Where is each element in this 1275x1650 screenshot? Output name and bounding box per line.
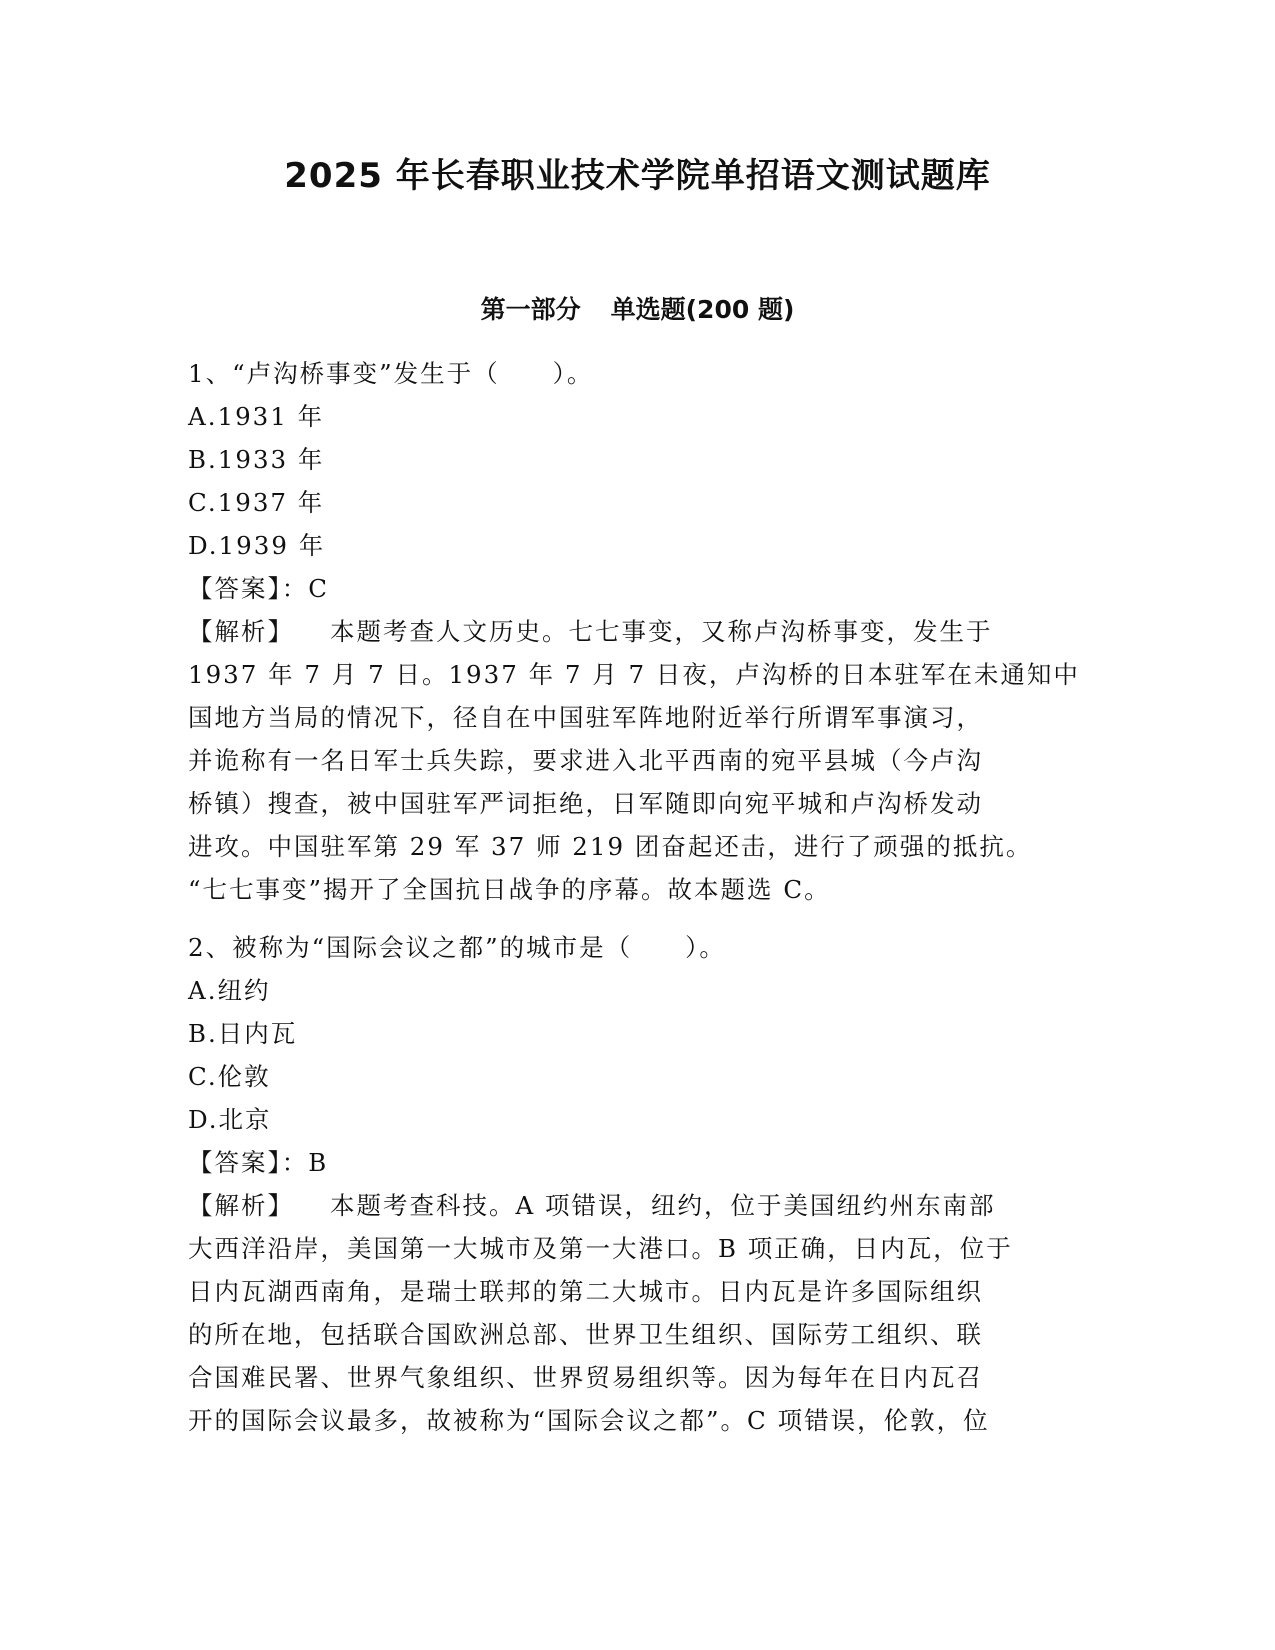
- analysis-line: [188, 1184, 1088, 1227]
- analysis-text: 日内瓦湖西南角，是瑞士联邦的第二大城市。日内瓦是许多国际组织: [188, 1277, 983, 1306]
- option-b: B.1933 年: [188, 445, 325, 474]
- answer-value: C: [308, 574, 329, 603]
- option-d: D.1939 年: [188, 531, 326, 560]
- analysis-text: 并诡称有一名日军士兵失踪，要求进入北平西南的宛平县城（今卢沟: [188, 746, 983, 775]
- option-c: C.1937 年: [188, 488, 325, 517]
- option-a: A.1931 年: [188, 402, 325, 431]
- answer-label: 【答案】：: [188, 1148, 309, 1177]
- analysis-text: 桥镇）搜查，被中国驻军严词拒绝，日军随即向宛平城和卢沟桥发动: [188, 789, 983, 818]
- section-name: 单选题(200 题): [610, 295, 795, 324]
- analysis-label: 【解析】: [188, 617, 294, 646]
- answer-value: B: [308, 1148, 329, 1177]
- question-1: [188, 352, 1088, 911]
- analysis-label: 【解析】: [188, 1191, 294, 1220]
- analysis-text: 1937 年 7 月 7 日。1937 年 7 月 7 日夜，卢沟桥的日本驻军在未通知中: [188, 660, 1080, 689]
- answer-line: [188, 567, 1088, 610]
- section-heading: [0, 290, 1275, 326]
- question-stem: 1、“卢沟桥事变”发生于（ ）。: [188, 359, 594, 388]
- analysis-text: 国地方当局的情况下，径自在中国驻军阵地附近举行所谓军事演习，: [188, 703, 983, 732]
- analysis-text: 本题考查科技。A 项错误，纽约，位于美国纽约州东南部: [330, 1191, 996, 1220]
- question-list: [188, 352, 1088, 1442]
- analysis-text: 大西洋沿岸，美国第一大城市及第一大港口。B 项正确，日内瓦，位于: [188, 1234, 1013, 1263]
- answer-line: [188, 1141, 1088, 1184]
- option-c: C.伦敦: [188, 1062, 271, 1091]
- option-a: A.纽约: [188, 976, 271, 1005]
- analysis-text: 进攻。中国驻军第 29 军 37 师 219 团奋起还击，进行了顽强的抵抗。: [188, 832, 1033, 861]
- answer-label: 【答案】：: [188, 574, 309, 603]
- analysis-text: “七七事变”揭开了全国抗日战争的序幕。故本题选 C。: [188, 875, 831, 904]
- analysis-text: 合国难民署、世界气象组织、世界贸易组织等。因为每年在日内瓦召: [188, 1363, 983, 1392]
- analysis-line: [188, 610, 1088, 653]
- analysis-text: 开的国际会议最多，故被称为“国际会议之都”。C 项错误，伦敦，位: [188, 1406, 990, 1435]
- analysis-text: 的所在地，包括联合国欧洲总部、世界卫生组织、国际劳工组织、联: [188, 1320, 983, 1349]
- option-d: D.北京: [188, 1105, 272, 1134]
- document-title: 2025 年长春职业技术学院单招语文测试题库: [284, 156, 991, 196]
- question-stem: 2、被称为“国际会议之都”的城市是（ ）。: [188, 933, 726, 962]
- analysis-text: 本题考查人文历史。七七事变，又称卢沟桥事变，发生于: [330, 617, 993, 646]
- option-b: B.日内瓦: [188, 1019, 298, 1048]
- section-part: 第一部分: [480, 295, 581, 324]
- question-2: [188, 926, 1088, 1442]
